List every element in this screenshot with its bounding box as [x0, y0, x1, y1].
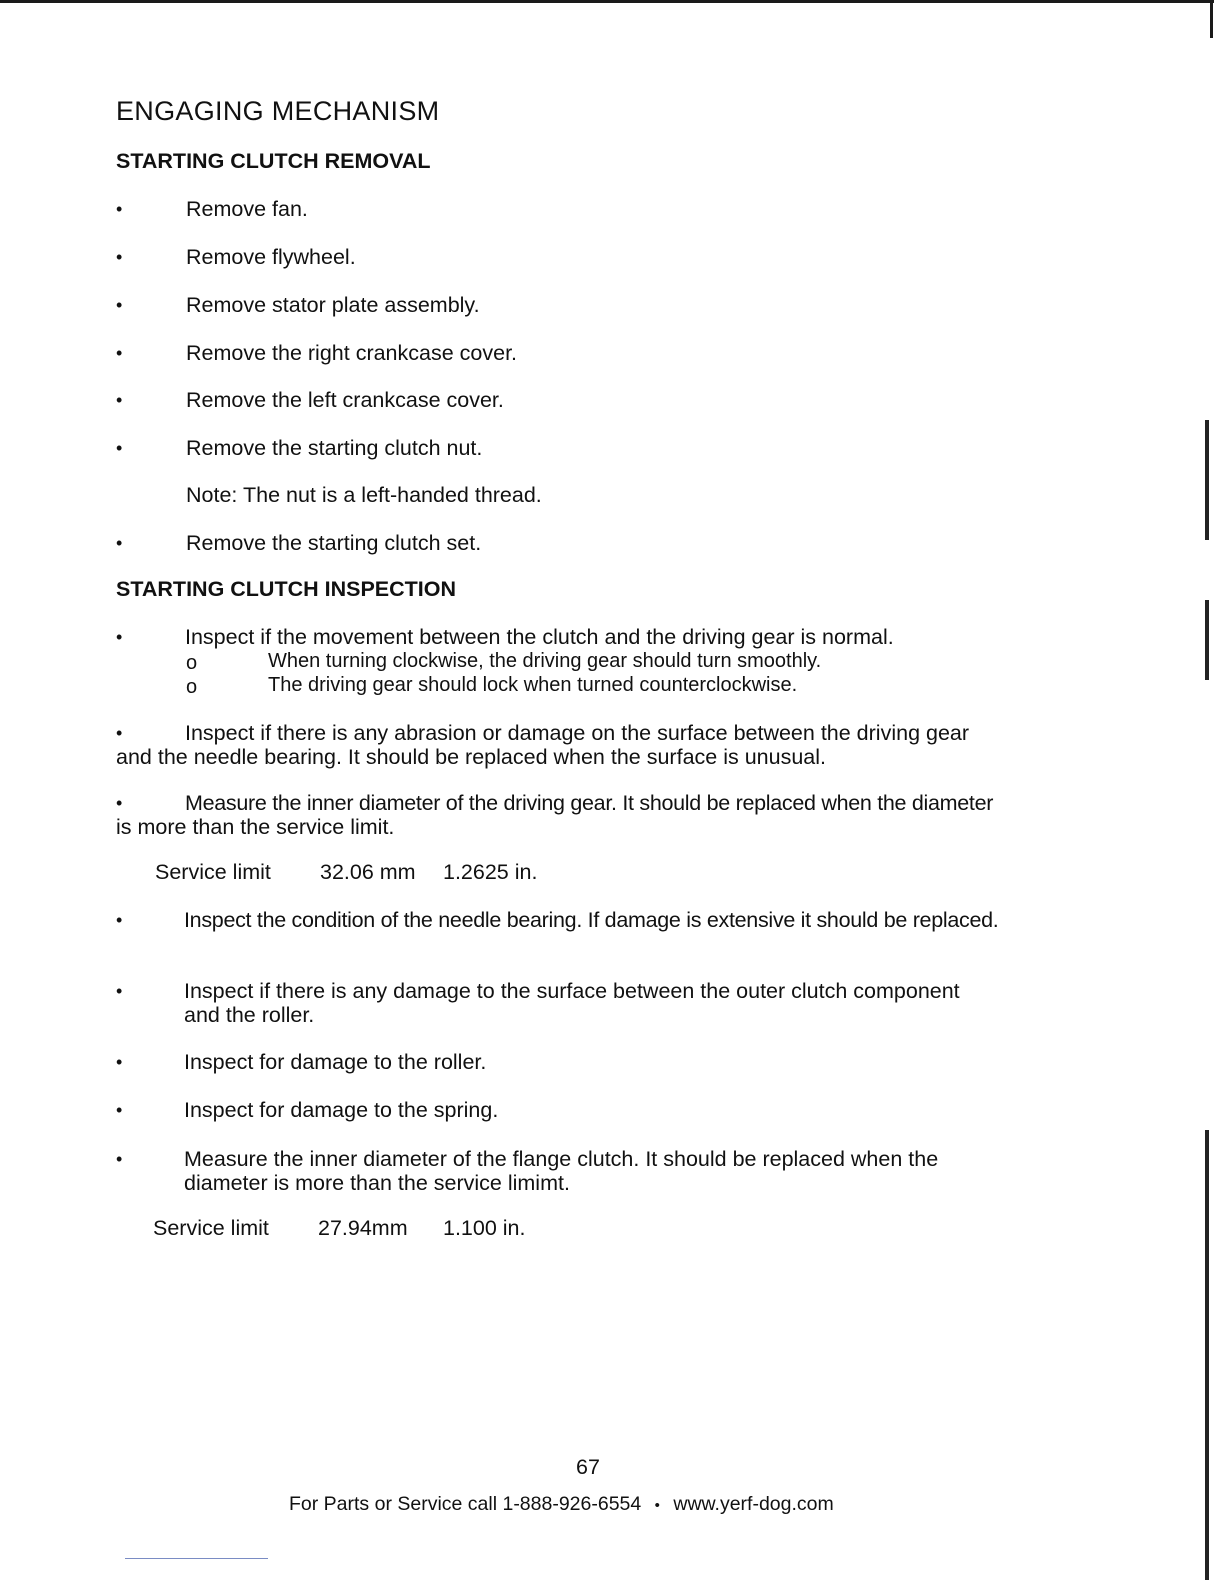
sub-bullet: o [186, 652, 198, 674]
bullet: • [116, 627, 123, 647]
list-item: Remove the starting clutch set. [186, 531, 482, 555]
list-item: Remove the left crankcase cover. [186, 388, 504, 412]
service-limit-in: 1.100 in. [443, 1216, 526, 1240]
bullet: • [116, 981, 123, 1001]
bullet: • [116, 390, 123, 410]
list-item: Inspect the condition of the needle bearing. If damage is extensive it should be replaced. [184, 908, 999, 932]
list-item: Inspect if there is any abrasion or damage on the surface between the driving gear [185, 721, 970, 745]
list-item: Remove flywheel. [186, 245, 356, 269]
page-edge-mark [1205, 420, 1209, 540]
bullet: • [116, 247, 123, 267]
list-item: Remove the starting clutch nut. [186, 436, 483, 460]
list-item: Inspect for damage to the roller. [184, 1050, 487, 1074]
list-item: Measure the inner diameter of the flange clutch. It should be replaced when the [184, 1147, 939, 1171]
page-edge-mark [1205, 600, 1209, 680]
footer-separator: • [654, 1497, 660, 1514]
list-item: Inspect for damage to the spring. [184, 1098, 499, 1122]
service-limit-label: Service limit [153, 1216, 269, 1240]
list-item: Measure the inner diameter of the driving gear. It should be replaced when the diameter [185, 791, 994, 815]
list-item: Inspect if there is any damage to the surface between the outer clutch component [184, 979, 960, 1003]
page-number: 67 [576, 1455, 600, 1479]
service-limit-mm: 32.06 mm [320, 860, 416, 884]
section-heading-inspection: STARTING CLUTCH INSPECTION [116, 577, 457, 601]
list-item: Inspect if the movement between the clutch and the driving gear is normal. [185, 625, 894, 649]
note: Note: The nut is a left-handed thread. [186, 483, 542, 507]
bullet: • [116, 1100, 123, 1120]
bullet: • [116, 438, 123, 458]
list-item: Remove fan. [186, 197, 308, 221]
footer [289, 1493, 834, 1516]
bullet: • [116, 910, 123, 930]
sub-list-item: The driving gear should lock when turned counterclockwise. [268, 674, 798, 696]
section-heading-removal: STARTING CLUTCH REMOVAL [116, 149, 431, 173]
top-rule [0, 0, 1214, 3]
footer-website: www.yerf-dog.com [673, 1493, 834, 1515]
sub-bullet: o [186, 676, 198, 698]
list-item-continuation: diameter is more than the service limimt. [184, 1171, 570, 1195]
list-item-continuation: and the roller. [184, 1003, 315, 1027]
sub-list-item: When turning clockwise, the driving gear should turn smoothly. [268, 650, 822, 672]
bullet: • [116, 793, 123, 813]
service-limit-in: 1.2625 in. [443, 860, 538, 884]
list-item: Remove stator plate assembly. [186, 293, 480, 317]
bullet: • [116, 533, 123, 553]
bullet: • [116, 295, 123, 315]
bullet: • [116, 1052, 123, 1072]
bullet: • [116, 199, 123, 219]
page-edge-mark [1205, 1130, 1209, 1580]
top-rule-end [1210, 0, 1213, 38]
list-item: Remove the right crankcase cover. [186, 341, 518, 365]
bottom-rule [125, 1558, 268, 1559]
bullet: • [116, 1149, 123, 1169]
service-limit-label: Service limit [155, 860, 271, 884]
list-item-continuation: and the needle bearing. It should be replaced when the surface is unusual. [116, 745, 826, 769]
bullet: • [116, 723, 123, 743]
footer-contact: For Parts or Service call 1-888-926-6554 [289, 1493, 642, 1515]
bullet: • [116, 343, 123, 363]
list-item-continuation: is more than the service limit. [116, 815, 395, 839]
page-title: ENGAGING MECHANISM [116, 96, 440, 126]
service-limit-mm: 27.94mm [318, 1216, 408, 1240]
